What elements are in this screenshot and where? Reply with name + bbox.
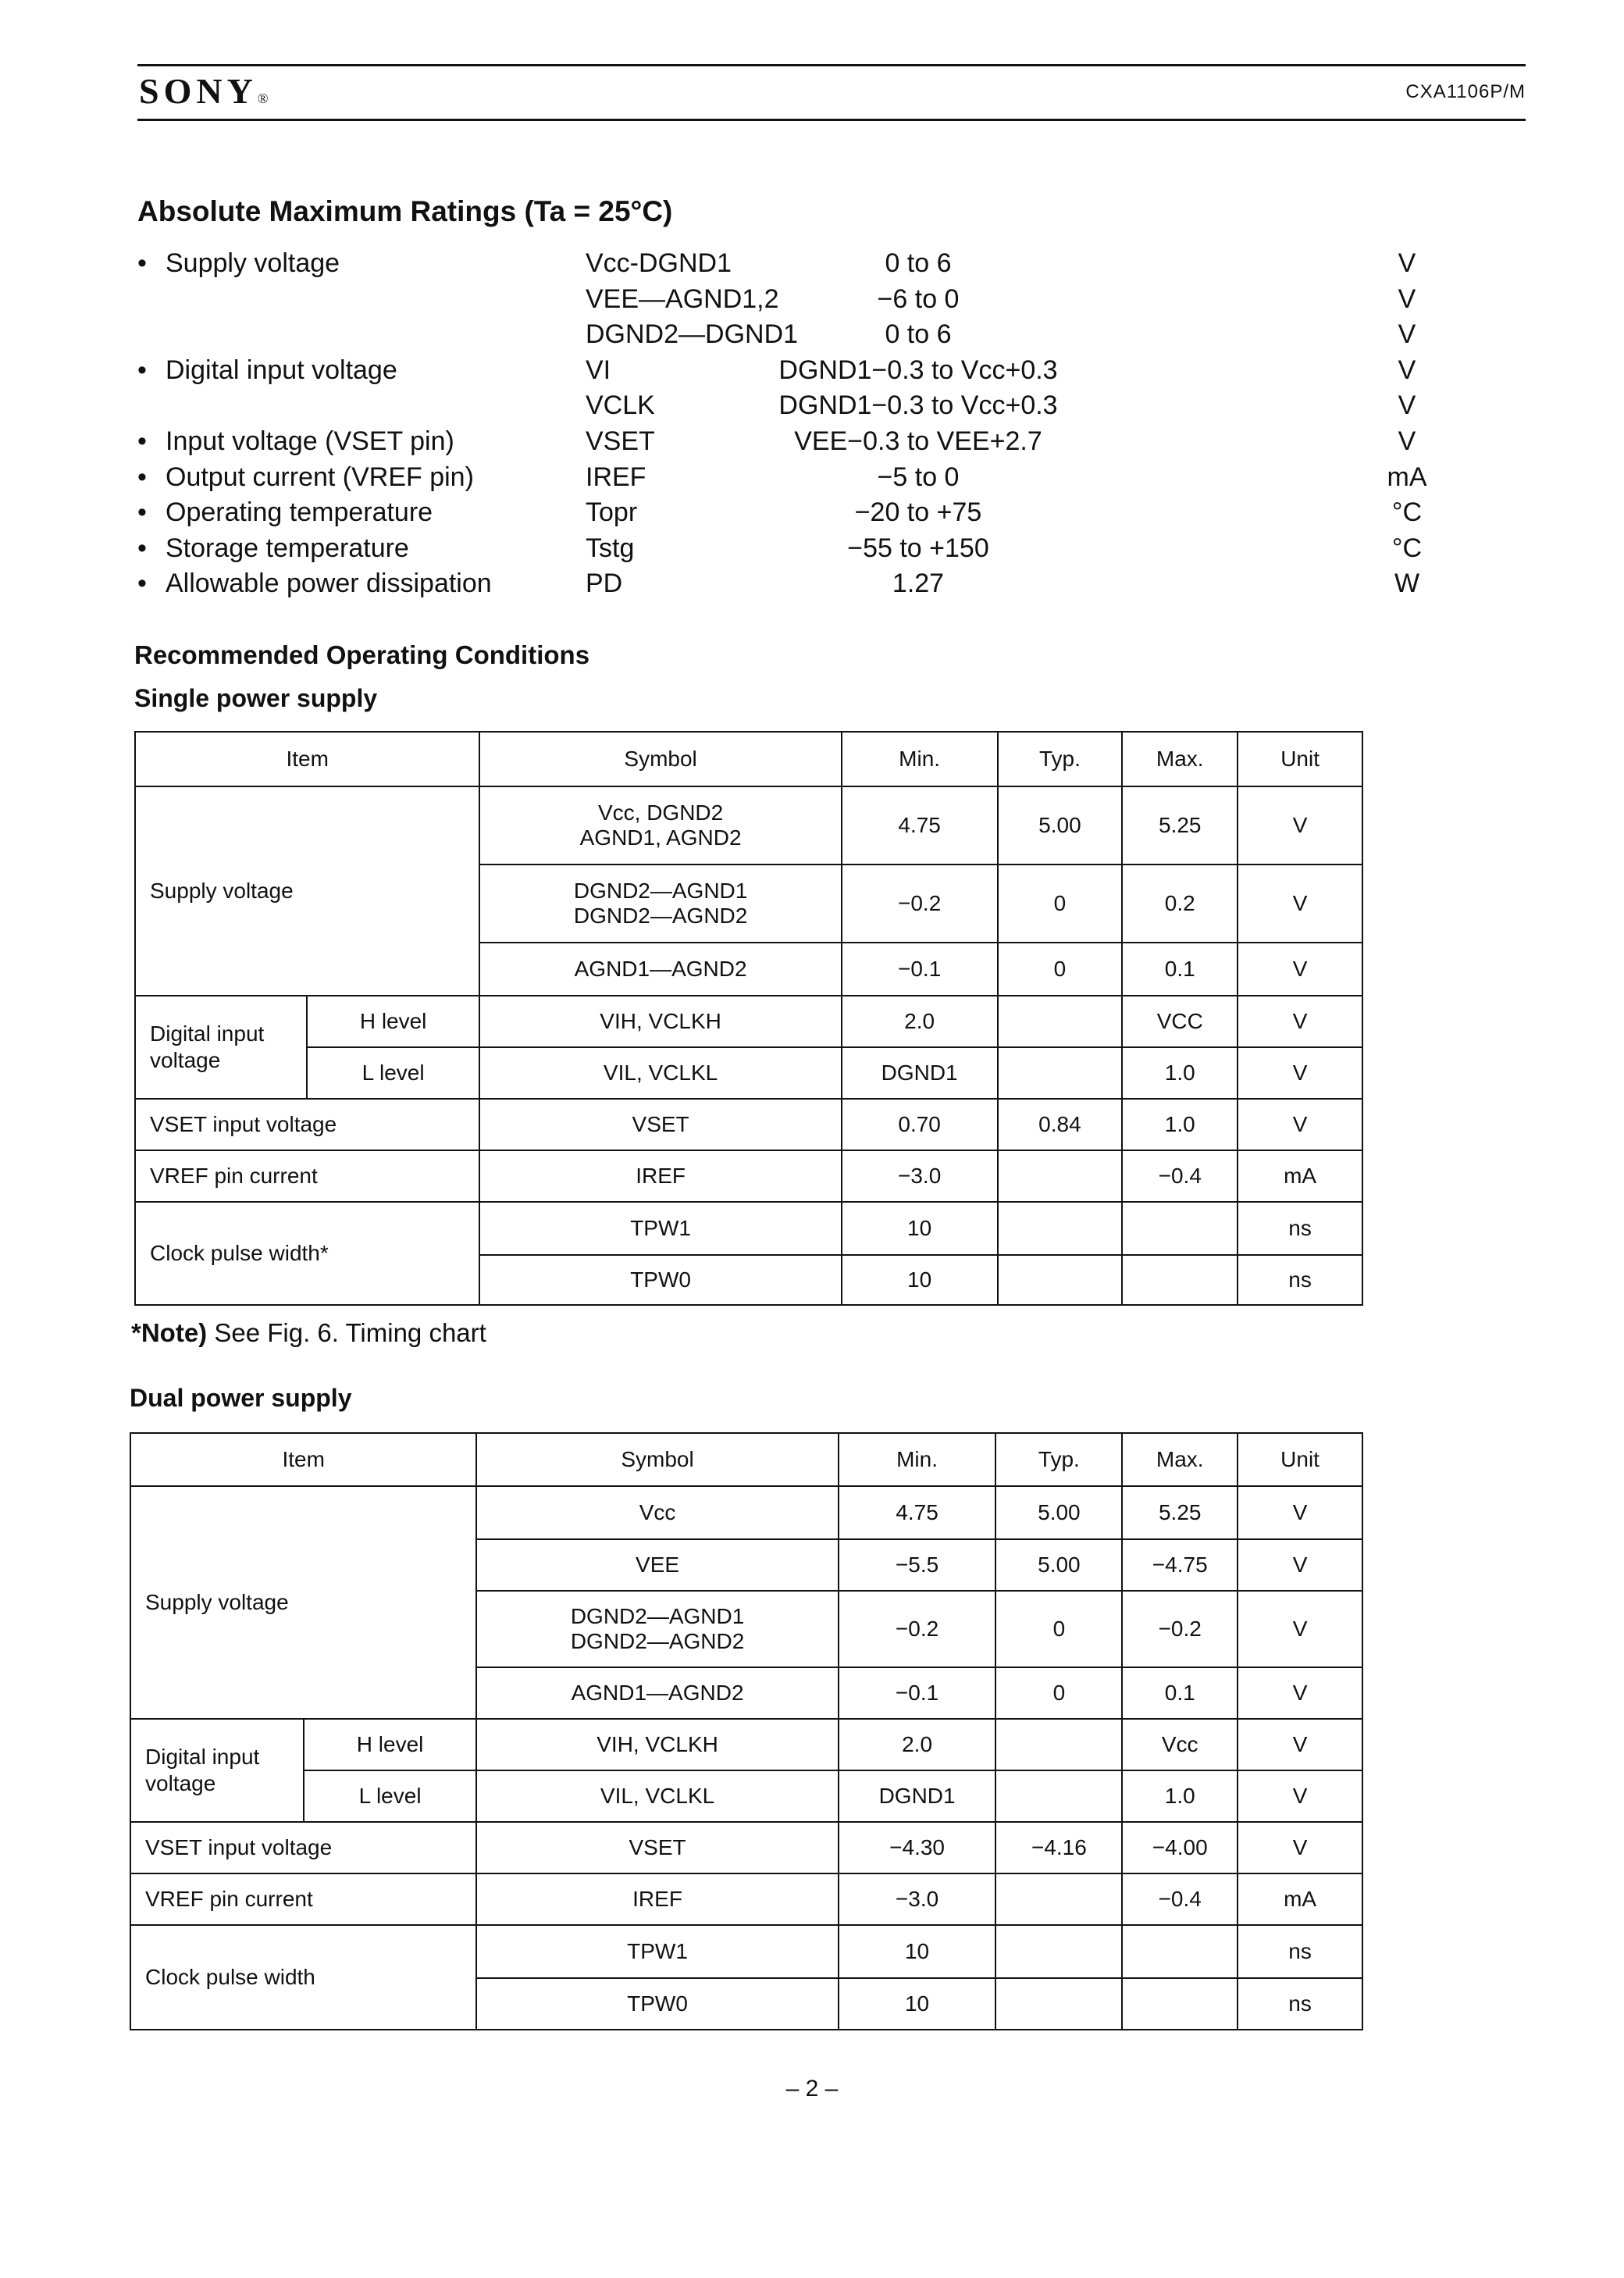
rating-symbol: VSET <box>586 426 655 456</box>
symbol-cell: TPW0 <box>476 1978 838 2030</box>
rating-unit: V <box>1398 283 1416 314</box>
rating-item: Storage temperature <box>166 533 409 563</box>
max-cell: 1.0 <box>1122 1047 1238 1099</box>
col-typ: Typ. <box>995 1433 1122 1486</box>
rating-item: Supply voltage <box>166 248 340 278</box>
table-row <box>130 1770 1362 1822</box>
unit-cell: V <box>1238 1539 1362 1591</box>
min-cell: −0.1 <box>839 1667 996 1719</box>
max-cell: 1.0 <box>1122 1770 1238 1822</box>
rating-symbol: VI <box>586 355 611 385</box>
unit-cell: V <box>1238 786 1362 864</box>
typ-cell <box>995 1873 1122 1925</box>
max-cell <box>1122 1925 1238 1978</box>
rating-unit: V <box>1398 319 1416 350</box>
unit-cell: ns <box>1238 1978 1362 2030</box>
bullet-icon: • <box>137 462 147 492</box>
col-unit: Unit <box>1238 1433 1362 1486</box>
col-typ: Typ. <box>998 732 1123 786</box>
l-level-label: L level <box>304 1770 477 1822</box>
rating-symbol: Tstg <box>586 533 635 563</box>
rating-symbol: Vcc-DGND1 <box>586 248 732 278</box>
col-max: Max. <box>1122 732 1238 786</box>
min-cell: 10 <box>842 1255 998 1305</box>
table-header-row <box>130 1433 1362 1486</box>
symbol-cell: VIL, VCLKL <box>479 1047 841 1099</box>
table-row <box>135 996 1362 1047</box>
typ-cell <box>998 1255 1123 1305</box>
min-cell: DGND1 <box>842 1047 998 1099</box>
vref-label: VREF pin current <box>130 1873 476 1925</box>
recommended-title: Recommended Operating Conditions <box>134 640 590 669</box>
rating-value: −20 to +75 <box>854 497 982 528</box>
typ-cell: 0 <box>998 943 1123 996</box>
typ-cell: 5.00 <box>998 786 1123 864</box>
rating-item: Output current (VREF pin) <box>166 462 474 492</box>
vref-label: VREF pin current <box>135 1150 479 1202</box>
symbol-cell: Vcc, DGND2 AGND1, AGND2 <box>479 786 841 864</box>
table-row <box>135 1047 1362 1099</box>
table-row <box>130 1873 1362 1925</box>
unit-cell: ns <box>1238 1255 1362 1305</box>
max-cell: 1.0 <box>1122 1099 1238 1150</box>
max-cell: 5.25 <box>1122 786 1238 864</box>
rating-item: Input voltage (VSET pin) <box>166 426 454 456</box>
table-row <box>130 1719 1362 1770</box>
rating-item: Allowable power dissipation <box>166 569 492 599</box>
min-cell: DGND1 <box>839 1770 996 1822</box>
symbol-cell: AGND1—AGND2 <box>479 943 841 996</box>
rating-row <box>137 316 1416 352</box>
page-number: – 2 – <box>785 2076 839 2102</box>
unit-cell: mA <box>1238 1150 1362 1202</box>
max-cell: −0.2 <box>1122 1591 1238 1667</box>
timing-note: *Note) See Fig. 6. Timing chart <box>131 1318 486 1347</box>
typ-cell <box>998 1150 1123 1202</box>
rating-item: Operating temperature <box>166 497 433 528</box>
rating-value: −5 to 0 <box>877 462 960 492</box>
table-row <box>135 1202 1362 1255</box>
typ-cell: 5.00 <box>995 1486 1122 1539</box>
h-level-label: H level <box>307 996 480 1047</box>
rating-value: VEE−0.3 to VEE+2.7 <box>794 426 1042 456</box>
dual-supply-table <box>130 1432 1363 2030</box>
min-cell: −0.2 <box>839 1591 996 1667</box>
typ-cell: 0 <box>998 864 1123 943</box>
bullet-icon: • <box>137 248 147 278</box>
unit-cell: V <box>1238 943 1362 996</box>
rating-unit: mA <box>1387 462 1427 492</box>
supply-voltage-label: Supply voltage <box>130 1486 476 1719</box>
table-header-row <box>135 732 1362 786</box>
unit-cell: V <box>1238 1822 1362 1873</box>
rating-row <box>137 530 1423 566</box>
rating-value: −6 to 0 <box>877 283 960 314</box>
symbol-cell: DGND2—AGND1 DGND2—AGND2 <box>476 1591 838 1667</box>
l-level-label: L level <box>307 1047 480 1099</box>
clock-pulse-label: Clock pulse width <box>130 1925 476 2030</box>
col-item: Item <box>130 1433 476 1486</box>
symbol-cell: AGND1—AGND2 <box>476 1667 838 1719</box>
rating-symbol: PD <box>586 569 623 599</box>
bullet-icon: • <box>137 426 147 456</box>
symbol-cell: VIH, VCLKH <box>479 996 841 1047</box>
unit-cell: V <box>1238 1047 1362 1099</box>
min-cell: −5.5 <box>839 1539 996 1591</box>
unit-cell: V <box>1238 1667 1362 1719</box>
rating-row <box>137 565 1420 601</box>
unit-cell: V <box>1238 996 1362 1047</box>
col-max: Max. <box>1122 1433 1238 1486</box>
rating-value: −55 to +150 <box>847 533 989 563</box>
col-symbol: Symbol <box>479 732 841 786</box>
min-cell: 4.75 <box>839 1486 996 1539</box>
rating-unit: V <box>1398 390 1416 421</box>
sony-logo: SONY® <box>139 71 269 111</box>
typ-cell: 0 <box>995 1591 1122 1667</box>
min-cell: 10 <box>842 1202 998 1255</box>
rating-unit: V <box>1398 355 1416 385</box>
rating-row <box>137 423 1416 459</box>
table-row <box>130 1822 1362 1873</box>
min-cell: −0.2 <box>842 864 998 943</box>
bullet-icon: • <box>137 355 147 385</box>
supply-voltage-label: Supply voltage <box>135 786 479 996</box>
rating-symbol: VEE—AGND1,2 <box>586 283 779 314</box>
typ-cell <box>995 1770 1122 1822</box>
rating-unit: °C <box>1391 533 1423 563</box>
min-cell: 10 <box>839 1978 996 2030</box>
digital-input-label: Digital input voltage <box>130 1719 304 1822</box>
header-top-rule <box>137 64 1526 66</box>
typ-cell <box>995 1925 1122 1978</box>
bullet-icon: • <box>137 569 147 599</box>
col-min: Min. <box>842 732 998 786</box>
typ-cell: 0.84 <box>998 1099 1123 1150</box>
max-cell: 0.2 <box>1122 864 1238 943</box>
max-cell <box>1122 1202 1238 1255</box>
digital-input-label: Digital input voltage <box>135 996 307 1099</box>
max-cell: Vcc <box>1122 1719 1238 1770</box>
symbol-cell: IREF <box>476 1873 838 1925</box>
typ-cell <box>995 1719 1122 1770</box>
max-cell: −4.75 <box>1122 1539 1238 1591</box>
col-min: Min. <box>839 1433 996 1486</box>
header-bottom-rule <box>137 119 1526 121</box>
typ-cell <box>998 1202 1123 1255</box>
col-item: Item <box>135 732 479 786</box>
min-cell: −4.30 <box>839 1822 996 1873</box>
table-row <box>135 1150 1362 1202</box>
rating-symbol: IREF <box>586 462 646 492</box>
typ-cell: 5.00 <box>995 1539 1122 1591</box>
min-cell: −0.1 <box>842 943 998 996</box>
vset-label: VSET input voltage <box>130 1822 476 1873</box>
unit-cell: V <box>1238 864 1362 943</box>
bullet-icon: • <box>137 533 147 563</box>
single-supply-table <box>134 731 1363 1306</box>
typ-cell: 0 <box>995 1667 1122 1719</box>
unit-cell: V <box>1238 1486 1362 1539</box>
typ-cell: −4.16 <box>995 1822 1122 1873</box>
max-cell: −0.4 <box>1122 1150 1238 1202</box>
rating-row <box>137 352 1416 388</box>
rating-symbol: DGND2—DGND1 <box>586 319 799 350</box>
max-cell: −0.4 <box>1122 1873 1238 1925</box>
unit-cell: ns <box>1238 1925 1362 1978</box>
typ-cell <box>998 996 1123 1047</box>
unit-cell: V <box>1238 1099 1362 1150</box>
rating-value: 0 to 6 <box>885 319 952 350</box>
symbol-cell: VSET <box>476 1822 838 1873</box>
min-cell: 4.75 <box>842 786 998 864</box>
single-supply-title: Single power supply <box>134 684 378 712</box>
symbol-cell: DGND2—AGND1 DGND2—AGND2 <box>479 864 841 943</box>
table-row <box>130 1925 1362 1978</box>
vset-label: VSET input voltage <box>135 1099 479 1150</box>
symbol-cell: TPW1 <box>479 1202 841 1255</box>
dual-supply-title: Dual power supply <box>130 1384 352 1412</box>
unit-cell: mA <box>1238 1873 1362 1925</box>
min-cell: 2.0 <box>842 996 998 1047</box>
rating-row <box>137 494 1423 530</box>
max-cell <box>1122 1255 1238 1305</box>
symbol-cell: VEE <box>476 1539 838 1591</box>
symbol-cell: IREF <box>479 1150 841 1202</box>
symbol-cell: VSET <box>479 1099 841 1150</box>
rating-row <box>137 245 1416 281</box>
rating-row <box>137 459 1427 495</box>
symbol-cell: VIL, VCLKL <box>476 1770 838 1822</box>
col-unit: Unit <box>1238 732 1362 786</box>
rating-item: Digital input voltage <box>166 355 397 385</box>
max-cell: 5.25 <box>1122 1486 1238 1539</box>
min-cell: −3.0 <box>839 1873 996 1925</box>
unit-cell: V <box>1238 1770 1362 1822</box>
symbol-cell: VIH, VCLKH <box>476 1719 838 1770</box>
symbol-cell: TPW0 <box>479 1255 841 1305</box>
unit-cell: V <box>1238 1719 1362 1770</box>
max-cell <box>1122 1978 1238 2030</box>
min-cell: −3.0 <box>842 1150 998 1202</box>
absolute-max-title: Absolute Maximum Ratings (Ta = 25°C) <box>137 195 673 227</box>
rating-row <box>137 281 1416 317</box>
unit-cell: ns <box>1238 1202 1362 1255</box>
table-row <box>135 786 1362 864</box>
symbol-cell: Vcc <box>476 1486 838 1539</box>
part-number: CXA1106P/M <box>1405 81 1526 102</box>
max-cell: 0.1 <box>1122 943 1238 996</box>
rating-row <box>137 387 1416 423</box>
rating-unit: °C <box>1391 497 1423 528</box>
rating-value: 0 to 6 <box>885 248 952 278</box>
col-symbol: Symbol <box>476 1433 838 1486</box>
rating-symbol: VCLK <box>586 390 655 421</box>
rating-unit: W <box>1394 569 1420 599</box>
unit-cell: V <box>1238 1591 1362 1667</box>
rating-value: 1.27 <box>892 569 945 599</box>
min-cell: 0.70 <box>842 1099 998 1150</box>
rating-symbol: Topr <box>586 497 638 528</box>
table-row <box>130 1486 1362 1539</box>
table-row <box>135 1099 1362 1150</box>
typ-cell <box>995 1978 1122 2030</box>
clock-pulse-label: Clock pulse width* <box>135 1202 479 1305</box>
rating-value: DGND1−0.3 to Vcc+0.3 <box>778 355 1058 385</box>
bullet-icon: • <box>137 497 147 528</box>
max-cell: VCC <box>1122 996 1238 1047</box>
rating-unit: V <box>1398 426 1416 456</box>
h-level-label: H level <box>304 1719 477 1770</box>
symbol-cell: TPW1 <box>476 1925 838 1978</box>
min-cell: 2.0 <box>839 1719 996 1770</box>
min-cell: 10 <box>839 1925 996 1978</box>
max-cell: 0.1 <box>1122 1667 1238 1719</box>
max-cell: −4.00 <box>1122 1822 1238 1873</box>
typ-cell <box>998 1047 1123 1099</box>
rating-value: DGND1−0.3 to Vcc+0.3 <box>778 390 1058 421</box>
rating-unit: V <box>1398 248 1416 278</box>
